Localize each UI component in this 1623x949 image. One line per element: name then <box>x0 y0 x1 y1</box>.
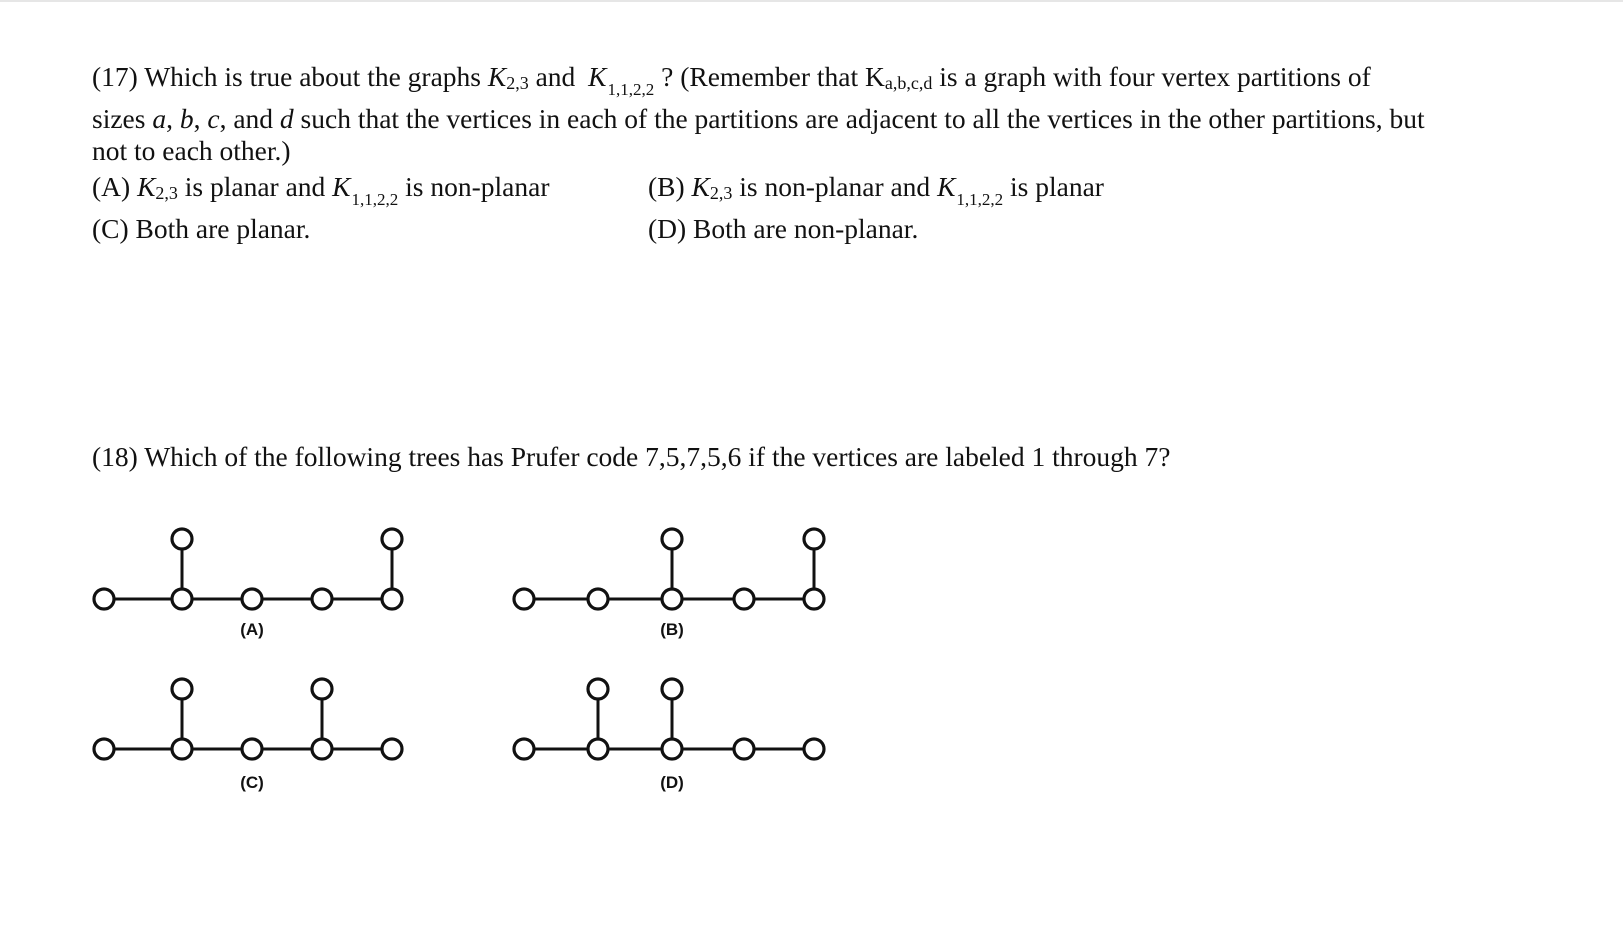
tree-d-node <box>734 739 754 759</box>
q17-lead: (17) Which is true about the graphs <box>92 61 488 92</box>
question-18: (18) Which of the following trees has Prufer code 7,5,7,5,6 if the vertices are labeled 1 through 7? <box>92 441 1171 472</box>
tree-d <box>514 679 824 792</box>
tree-c-node <box>312 679 332 699</box>
tree-d-label: (D) <box>660 773 684 792</box>
question-17-line-3: not to each other.) <box>92 135 291 166</box>
choice-d: (D) Both are non-planar. <box>648 213 919 244</box>
choice-c: (C) Both are planar. <box>92 213 311 244</box>
tree-c-node <box>382 739 402 759</box>
tree-a-node <box>382 589 402 609</box>
tree-d-node <box>588 739 608 759</box>
tree-a <box>94 529 402 639</box>
tree-d-node <box>662 679 682 699</box>
tree-c <box>94 679 402 792</box>
tree-b-label: (B) <box>660 620 684 639</box>
tree-a-label: (A) <box>240 620 264 639</box>
tree-c-node <box>172 679 192 699</box>
question-17-line-1: (17) Which is true about the graphs K2,3 and $K_{1,1,2,2}$ ? (Remember that Ka,b,c,d is a graph with four vertex partitions of <box>92 61 1371 99</box>
tree-b-node <box>588 589 608 609</box>
tree-a-node <box>312 589 332 609</box>
tree-b-node <box>662 529 682 549</box>
question-17-line-2: sizes a, b, c, and d such that the vertices in each of the partitions are adjacent to all the vertices in the other partitions, but <box>92 103 1425 134</box>
tree-a-node <box>242 589 262 609</box>
tree-b-node <box>734 589 754 609</box>
tree-d-node <box>804 739 824 759</box>
choice-a: (A) K2,3 is planar and $K_{1,1,2,2}$ is non-planar <box>92 171 550 209</box>
tree-c-node <box>172 739 192 759</box>
tree-b-node <box>514 589 534 609</box>
tree-a-node <box>172 529 192 549</box>
tree-d-node <box>662 739 682 759</box>
tree-a-node <box>172 589 192 609</box>
tree-d-node <box>514 739 534 759</box>
tree-d-node <box>588 679 608 699</box>
tree-b-node <box>804 589 824 609</box>
tree-c-node <box>312 739 332 759</box>
tree-c-node <box>94 739 114 759</box>
tree-c-node <box>242 739 262 759</box>
tree-a-node <box>94 589 114 609</box>
tree-a-node <box>382 529 402 549</box>
tree-b-node <box>804 529 824 549</box>
choice-b: (B) K2,3 is non-planar and $K_{1,1,2,2}$ is planar <box>648 171 1104 209</box>
tree-b <box>514 529 824 639</box>
tree-b-node <box>662 589 682 609</box>
tree-c-label: (C) <box>240 773 264 792</box>
